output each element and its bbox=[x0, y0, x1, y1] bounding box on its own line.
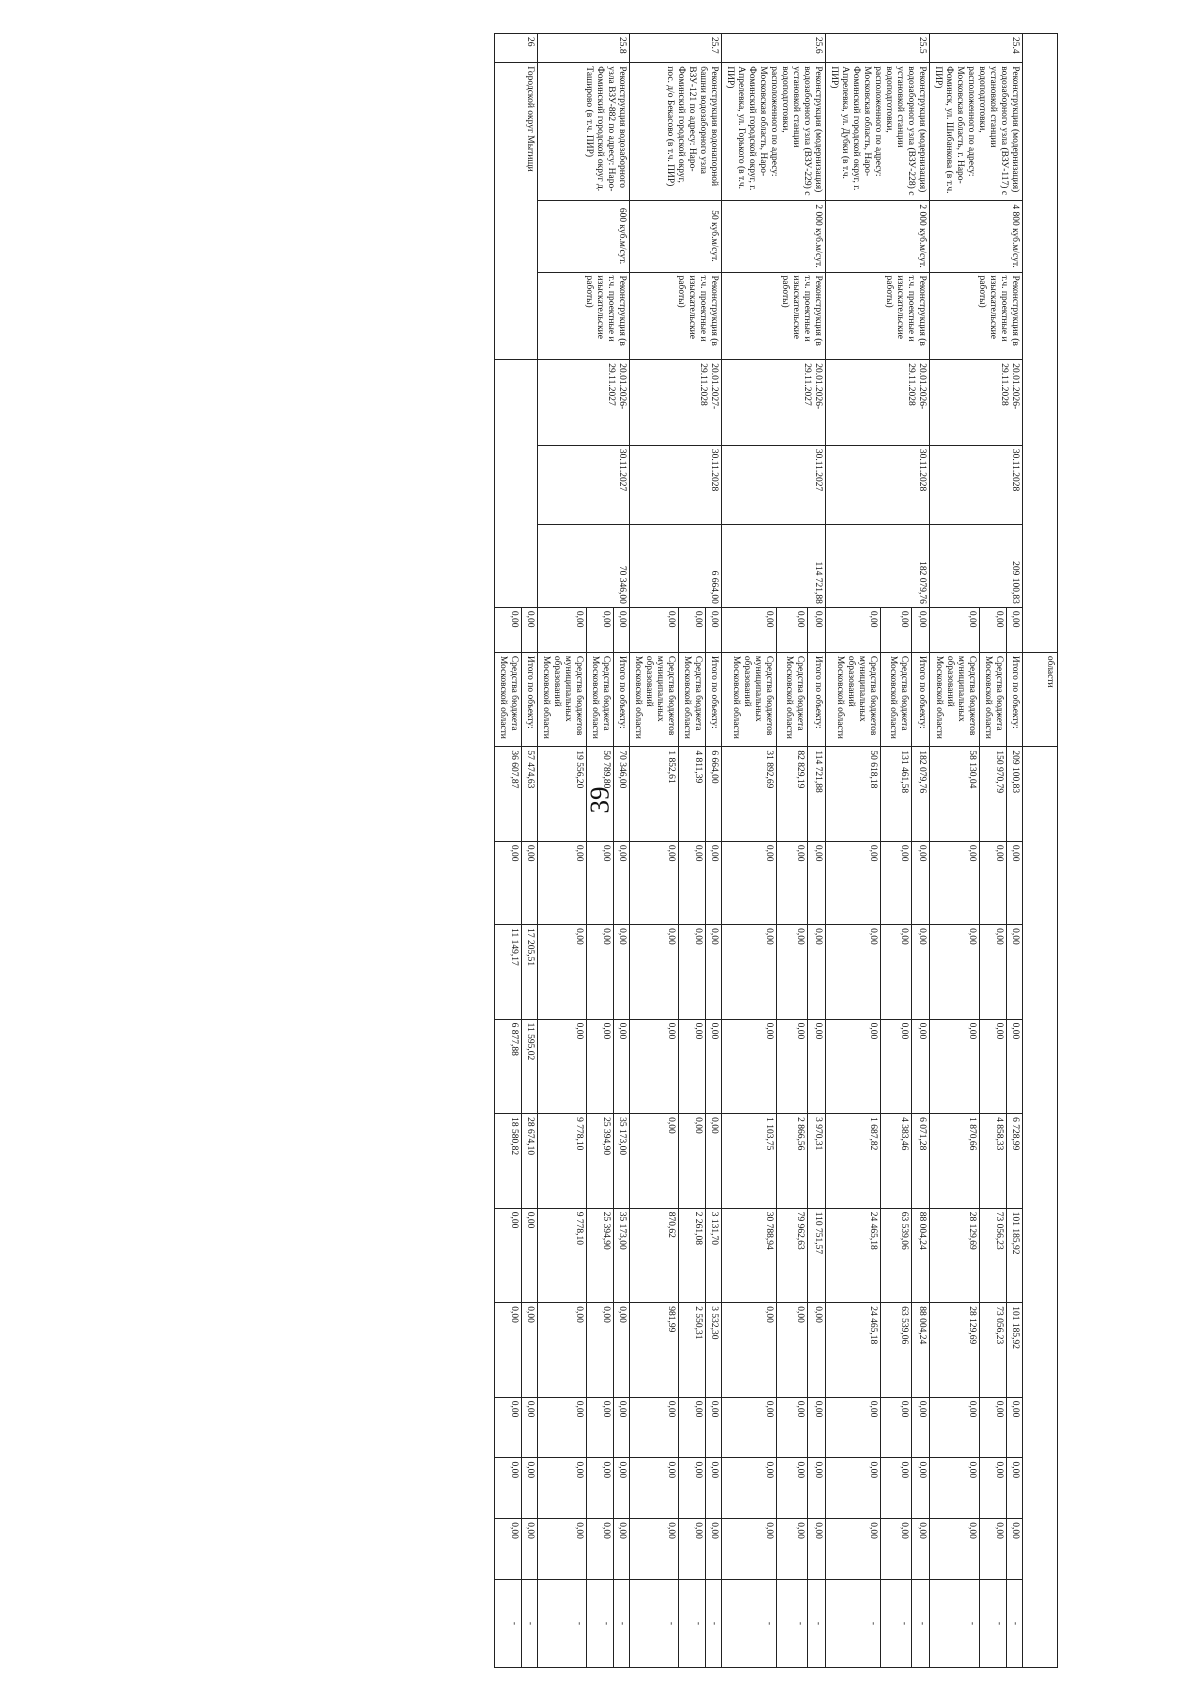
funding-value-rest: 101 185,92 bbox=[1006, 1303, 1022, 1398]
funding-value-a: 0,00 bbox=[538, 1397, 587, 1458]
funding-value-c: 0,00 bbox=[706, 1519, 722, 1580]
funding-value-y4: 1 103,75 bbox=[722, 1114, 777, 1209]
funding-value-y3: 0,00 bbox=[807, 1019, 825, 1114]
funding-value-a: 0,00 bbox=[614, 1397, 630, 1458]
funding-value-total: 182 079,76 bbox=[911, 747, 929, 842]
funding-value-y3: 0,00 bbox=[706, 1019, 722, 1114]
funding-value-b: 0,00 bbox=[614, 1458, 630, 1519]
funding-value-total: 131 461,58 bbox=[881, 747, 912, 842]
object-name: Реконструкция водонапорной башни водозаборного узла ВЗУ-121 по адресу: Наро-Фоминский городской округ, пос. д/о Бекасово (в т.ч. ПИР) bbox=[630, 63, 722, 200]
funding-dash: - bbox=[538, 1579, 587, 1667]
prior-funding: 0,00 bbox=[679, 607, 706, 652]
funding-value-y1: 0,00 bbox=[587, 841, 614, 924]
funding-value-y2: 0,00 bbox=[587, 925, 614, 1020]
funding-value-y4: 25 394,90 bbox=[587, 1114, 614, 1209]
funding-value-b: 0,00 bbox=[930, 1458, 980, 1519]
funding-value-y2: 17 205,51 bbox=[522, 925, 538, 1020]
object-cost: 209 100,83 bbox=[930, 524, 1023, 607]
prior-funding: 0,00 bbox=[1006, 607, 1022, 652]
prior-funding: 0,00 bbox=[630, 607, 679, 652]
funding-dash: - bbox=[807, 1579, 825, 1667]
funding-value-y1: 0,00 bbox=[807, 841, 825, 924]
prior-funding: 0,00 bbox=[722, 607, 777, 652]
row-number: 26 bbox=[495, 34, 538, 63]
funding-value-b: 0,00 bbox=[911, 1458, 929, 1519]
funding-source: Средства бюджетов муниципальных образований Московской области bbox=[826, 652, 881, 747]
work-period: 20.01.2026-29.11.2027 bbox=[538, 360, 630, 446]
funding-value-y2: 0,00 bbox=[826, 925, 881, 1020]
funding-value-y3: 0,00 bbox=[979, 1019, 1006, 1114]
funding-value-a: 0,00 bbox=[679, 1397, 706, 1458]
funding-value-total: 4 811,39 bbox=[679, 747, 706, 842]
funding-dash: - bbox=[587, 1579, 614, 1667]
object-name: Реконструкция водозаборного узла ВЗУ-882 по адресу: Наро-Фоминский городской округ д. Ташировo (в т.ч. ПИР) bbox=[538, 63, 630, 200]
funding-dash: - bbox=[979, 1579, 1006, 1667]
funding-value-b: 0,00 bbox=[679, 1458, 706, 1519]
funding-value-y4: 35 173,00 bbox=[614, 1114, 630, 1209]
table-row bbox=[522, 34, 538, 1668]
object-name: Реконструкция (модернизация) водозаборного узла (ВЗУ-117) с установкой станции водоподготовки, расположенного по адресу: Московская область, г. Наро-Фоминск, ул. Шибанкова (в т.ч. ПИР) bbox=[930, 63, 1023, 200]
funding-value-y5: 3 131,70 bbox=[706, 1208, 722, 1303]
funding-value-c: 0,00 bbox=[538, 1519, 587, 1580]
funding-value-c: 0,00 bbox=[679, 1519, 706, 1580]
funding-source: Итого по объекту: bbox=[807, 652, 825, 747]
funding-value-c: 0,00 bbox=[495, 1519, 522, 1580]
funding-value-total: 57 474,63 bbox=[522, 747, 538, 842]
funding-dash: - bbox=[706, 1579, 722, 1667]
funding-value-y1: 0,00 bbox=[522, 841, 538, 924]
funding-source: Средства бюджетов муниципальных образований Московской области bbox=[630, 652, 679, 747]
funding-value-total: 209 100,83 bbox=[1006, 747, 1022, 842]
funding-value-y1: 0,00 bbox=[679, 841, 706, 924]
prior-funding: 0,00 bbox=[777, 607, 808, 652]
funding-value-a: 0,00 bbox=[930, 1397, 980, 1458]
funding-value-b: 0,00 bbox=[706, 1458, 722, 1519]
funding-value-y3: 0,00 bbox=[930, 1019, 980, 1114]
prior-funding: 0,00 bbox=[614, 607, 630, 652]
end-date: 30.11.2028 bbox=[630, 445, 722, 524]
table-header-row bbox=[1023, 34, 1058, 1668]
funding-value-c: 0,00 bbox=[1006, 1519, 1022, 1580]
funding-value-rest: 0,00 bbox=[722, 1303, 777, 1398]
object-cost: 70 346,00 bbox=[538, 524, 630, 607]
object-cost: 6 664,00 bbox=[630, 524, 722, 607]
funding-value-rest: 73 056,23 bbox=[979, 1303, 1006, 1398]
funding-value-y1: 0,00 bbox=[1006, 841, 1022, 924]
funding-value-y3: 0,00 bbox=[881, 1019, 912, 1114]
funding-value-y2: 0,00 bbox=[706, 925, 722, 1020]
funding-value-rest: 28 129,69 bbox=[930, 1303, 980, 1398]
funding-value-c: 0,00 bbox=[777, 1519, 808, 1580]
funding-value-total: 6 664,00 bbox=[706, 747, 722, 842]
funding-value-rest: 63 539,06 bbox=[881, 1303, 912, 1398]
funding-value-a: 0,00 bbox=[777, 1397, 808, 1458]
funding-value-total: 1 852,61 bbox=[630, 747, 679, 842]
funding-value-total: 31 892,69 bbox=[722, 747, 777, 842]
funding-value-b: 0,00 bbox=[495, 1458, 522, 1519]
funding-value-rest: 0,00 bbox=[614, 1303, 630, 1398]
funding-value-y3: 11 595,02 bbox=[522, 1019, 538, 1114]
prior-funding: 0,00 bbox=[979, 607, 1006, 652]
funding-value-total: 36 607,87 bbox=[495, 747, 522, 842]
funding-dash: - bbox=[777, 1579, 808, 1667]
object-capacity: 4 800 куб.м/сут. bbox=[930, 200, 1023, 272]
funding-value-a: 0,00 bbox=[495, 1397, 522, 1458]
work-period: 20.01.2027-29.11.2028 bbox=[630, 360, 722, 446]
funding-source: Средства бюджета Московской области bbox=[679, 652, 706, 747]
funding-value-b: 0,00 bbox=[881, 1458, 912, 1519]
table-wrapper bbox=[494, 33, 1058, 1668]
prior-funding: 0,00 bbox=[881, 607, 912, 652]
funding-value-c: 0,00 bbox=[722, 1519, 777, 1580]
funding-value-y4: 0,00 bbox=[630, 1114, 679, 1209]
funding-table bbox=[494, 33, 1058, 1668]
funding-value-y5: 2 261,08 bbox=[679, 1208, 706, 1303]
end-date: 30.11.2027 bbox=[538, 445, 630, 524]
funding-source: Итого по объекту: bbox=[706, 652, 722, 747]
table-body bbox=[495, 34, 1058, 1668]
funding-value-y5: 79 962,63 bbox=[777, 1208, 808, 1303]
table-row bbox=[614, 34, 630, 1668]
funding-value-b: 0,00 bbox=[1006, 1458, 1022, 1519]
funding-dash: - bbox=[911, 1579, 929, 1667]
funding-value-y3: 6 877,88 bbox=[495, 1019, 522, 1114]
funding-value-total: 150 970,79 bbox=[979, 747, 1006, 842]
work-period: 20.01.2026-29.11.2027 bbox=[722, 360, 826, 446]
funding-value-y1: 0,00 bbox=[826, 841, 881, 924]
funding-value-y5: 24 465,18 bbox=[826, 1208, 881, 1303]
funding-value-y3: 0,00 bbox=[587, 1019, 614, 1114]
funding-value-rest: 0,00 bbox=[587, 1303, 614, 1398]
object-capacity: 2 000 куб.м/сут. bbox=[826, 200, 930, 272]
header-tail-cell: области bbox=[1023, 652, 1058, 747]
funding-value-total: 82 829,19 bbox=[777, 747, 808, 842]
prior-funding: 0,00 bbox=[495, 607, 522, 652]
funding-source: Итого по объекту: bbox=[1006, 652, 1022, 747]
funding-value-b: 0,00 bbox=[538, 1458, 587, 1519]
funding-value-y2: 0,00 bbox=[777, 925, 808, 1020]
table-row bbox=[911, 34, 929, 1668]
funding-dash: - bbox=[1006, 1579, 1022, 1667]
end-date: 30.11.2027 bbox=[722, 445, 826, 524]
work-type: Реконструкция (в т.ч. проектные и изыскательские работы) bbox=[930, 272, 1023, 360]
funding-source: Средства бюджетов муниципальных образований Московской области bbox=[722, 652, 777, 747]
header-empty-cell bbox=[1023, 34, 1058, 653]
work-type: Реконструкция (в т.ч. проектные и изыскательские работы) bbox=[722, 272, 826, 360]
funding-dash: - bbox=[722, 1579, 777, 1667]
funding-value-y1: 0,00 bbox=[881, 841, 912, 924]
funding-value-y5: 870,62 bbox=[630, 1208, 679, 1303]
funding-value-y4: 3 970,31 bbox=[807, 1114, 825, 1209]
funding-value-y1: 0,00 bbox=[630, 841, 679, 924]
funding-value-a: 0,00 bbox=[722, 1397, 777, 1458]
funding-value-y1: 0,00 bbox=[911, 841, 929, 924]
end-date: 30.11.2028 bbox=[826, 445, 930, 524]
funding-value-y5: 110 751,57 bbox=[807, 1208, 825, 1303]
funding-value-c: 0,00 bbox=[614, 1519, 630, 1580]
object-cost: 114 721,88 bbox=[722, 524, 826, 607]
funding-value-y3: 0,00 bbox=[722, 1019, 777, 1114]
funding-source: Итого по объекту: bbox=[614, 652, 630, 747]
funding-value-c: 0,00 bbox=[522, 1519, 538, 1580]
funding-value-y1: 0,00 bbox=[495, 841, 522, 924]
funding-value-y1: 0,00 bbox=[777, 841, 808, 924]
page-number: 39 bbox=[584, 786, 615, 814]
funding-value-a: 0,00 bbox=[587, 1397, 614, 1458]
funding-dash: - bbox=[630, 1579, 679, 1667]
funding-value-y2: 11 149,17 bbox=[495, 925, 522, 1020]
row-number: 25.7 bbox=[630, 34, 722, 63]
prior-funding: 0,00 bbox=[587, 607, 614, 652]
funding-value-c: 0,00 bbox=[979, 1519, 1006, 1580]
object-capacity: 50 куб.м/сут. bbox=[630, 200, 722, 272]
row-number: 25.5 bbox=[826, 34, 930, 63]
prior-funding: 0,00 bbox=[911, 607, 929, 652]
row-number: 25.8 bbox=[538, 34, 630, 63]
funding-value-a: 0,00 bbox=[807, 1397, 825, 1458]
table-row bbox=[807, 34, 825, 1668]
funding-value-rest: 0,00 bbox=[807, 1303, 825, 1398]
funding-value-y2: 0,00 bbox=[881, 925, 912, 1020]
funding-source: Средства бюджетов муниципальных образований Московской области bbox=[930, 652, 980, 747]
work-type: Реконструкция (в т.ч. проектные и изыскательские работы) bbox=[826, 272, 930, 360]
row-number: 25.6 bbox=[722, 34, 826, 63]
funding-value-y4: 1 687,82 bbox=[826, 1114, 881, 1209]
funding-value-y4: 2 866,56 bbox=[777, 1114, 808, 1209]
funding-value-b: 0,00 bbox=[979, 1458, 1006, 1519]
funding-value-a: 0,00 bbox=[706, 1397, 722, 1458]
funding-value-rest: 0,00 bbox=[495, 1303, 522, 1398]
funding-dash: - bbox=[679, 1579, 706, 1667]
prior-funding: 0,00 bbox=[522, 607, 538, 652]
end-date: 30.11.2028 bbox=[930, 445, 1023, 524]
funding-value-y1: 0,00 bbox=[706, 841, 722, 924]
funding-value-rest: 981,99 bbox=[630, 1303, 679, 1398]
funding-value-rest: 2 550,31 bbox=[679, 1303, 706, 1398]
funding-value-y1: 0,00 bbox=[722, 841, 777, 924]
funding-value-y1: 0,00 bbox=[538, 841, 587, 924]
row-district-name: Городской округ Мытищи bbox=[495, 63, 538, 360]
funding-value-y5: 0,00 bbox=[522, 1208, 538, 1303]
funding-dash: - bbox=[826, 1579, 881, 1667]
funding-value-y3: 0,00 bbox=[777, 1019, 808, 1114]
funding-value-y5: 88 004,24 bbox=[911, 1208, 929, 1303]
funding-dash: - bbox=[522, 1579, 538, 1667]
table-row bbox=[1006, 34, 1022, 1668]
funding-value-a: 0,00 bbox=[522, 1397, 538, 1458]
funding-value-y5: 63 539,06 bbox=[881, 1208, 912, 1303]
funding-source: Итого по объекту: bbox=[522, 652, 538, 747]
funding-dash: - bbox=[881, 1579, 912, 1667]
funding-value-y1: 0,00 bbox=[979, 841, 1006, 924]
funding-value-y2: 0,00 bbox=[930, 925, 980, 1020]
funding-value-y4: 18 580,82 bbox=[495, 1114, 522, 1209]
funding-source: Средства бюджета Московской области bbox=[979, 652, 1006, 747]
prior-funding: 0,00 bbox=[826, 607, 881, 652]
prior-funding: 0,00 bbox=[930, 607, 980, 652]
funding-value-y2: 0,00 bbox=[979, 925, 1006, 1020]
funding-value-y2: 0,00 bbox=[807, 925, 825, 1020]
funding-value-b: 0,00 bbox=[630, 1458, 679, 1519]
funding-value-y2: 0,00 bbox=[1006, 925, 1022, 1020]
funding-value-y5: 73 056,23 bbox=[979, 1208, 1006, 1303]
funding-value-y5: 30 788,94 bbox=[722, 1208, 777, 1303]
funding-value-rest: 0,00 bbox=[777, 1303, 808, 1398]
funding-value-y4: 28 674,10 bbox=[522, 1114, 538, 1209]
funding-dash: - bbox=[614, 1579, 630, 1667]
funding-value-y4: 4 858,33 bbox=[979, 1114, 1006, 1209]
funding-value-y4: 4 383,46 bbox=[881, 1114, 912, 1209]
funding-dash: - bbox=[930, 1579, 980, 1667]
funding-value-rest: 24 465,18 bbox=[826, 1303, 881, 1398]
table-row bbox=[706, 34, 722, 1668]
funding-value-y2: 0,00 bbox=[911, 925, 929, 1020]
funding-source: Средства бюджета Московской области bbox=[777, 652, 808, 747]
funding-value-y4: 1 870,66 bbox=[930, 1114, 980, 1209]
funding-source: Средства бюджета Московской области bbox=[587, 652, 614, 747]
funding-value-y5: 35 173,00 bbox=[614, 1208, 630, 1303]
funding-value-y5: 101 185,92 bbox=[1006, 1208, 1022, 1303]
funding-value-c: 0,00 bbox=[587, 1519, 614, 1580]
funding-value-y2: 0,00 bbox=[679, 925, 706, 1020]
funding-value-b: 0,00 bbox=[777, 1458, 808, 1519]
funding-value-y2: 0,00 bbox=[538, 925, 587, 1020]
funding-value-b: 0,00 bbox=[722, 1458, 777, 1519]
funding-value-c: 0,00 bbox=[911, 1519, 929, 1580]
funding-value-rest: 0,00 bbox=[538, 1303, 587, 1398]
prior-funding: 0,00 bbox=[538, 607, 587, 652]
funding-value-y5: 25 394,90 bbox=[587, 1208, 614, 1303]
object-name: Реконструкция (модернизация) водозаборного узла (ВЗУ-228) с установкой станции водоподготовки, расположенного по адресу: Московская область, Наро-Фоминский городской округ, г. Апрелевка, ул. Дубки (в т.ч. ПИР) bbox=[826, 63, 930, 200]
work-type: Реконструкция (в т.ч. проектные и изыскательские работы) bbox=[538, 272, 630, 360]
prior-funding: 0,00 bbox=[706, 607, 722, 652]
funding-value-y4: 0,00 bbox=[679, 1114, 706, 1209]
funding-value-total: 50 789,80 bbox=[587, 747, 614, 842]
funding-value-y2: 0,00 bbox=[614, 925, 630, 1020]
work-period: 20.01.2026-29.11.2028 bbox=[930, 360, 1023, 446]
funding-value-y3: 0,00 bbox=[630, 1019, 679, 1114]
object-cost: 182 079,76 bbox=[826, 524, 930, 607]
header-empty-cell bbox=[1023, 747, 1058, 1668]
funding-value-rest: 0,00 bbox=[522, 1303, 538, 1398]
funding-value-a: 0,00 bbox=[826, 1397, 881, 1458]
funding-source: Итого по объекту: bbox=[911, 652, 929, 747]
funding-value-y1: 0,00 bbox=[614, 841, 630, 924]
funding-value-y4: 0,00 bbox=[706, 1114, 722, 1209]
funding-value-y1: 0,00 bbox=[930, 841, 980, 924]
funding-value-y3: 0,00 bbox=[911, 1019, 929, 1114]
object-capacity: 600 куб.м/сут. bbox=[538, 200, 630, 272]
row-empty-block bbox=[495, 360, 538, 608]
funding-value-a: 0,00 bbox=[911, 1397, 929, 1458]
funding-value-b: 0,00 bbox=[826, 1458, 881, 1519]
funding-value-c: 0,00 bbox=[930, 1519, 980, 1580]
funding-value-a: 0,00 bbox=[979, 1397, 1006, 1458]
funding-value-y4: 9 778,10 bbox=[538, 1114, 587, 1209]
object-capacity: 2 000 куб.м/сут. bbox=[722, 200, 826, 272]
funding-value-y2: 0,00 bbox=[722, 925, 777, 1020]
funding-value-total: 50 618,18 bbox=[826, 747, 881, 842]
funding-value-total: 114 721,88 bbox=[807, 747, 825, 842]
funding-value-y3: 0,00 bbox=[679, 1019, 706, 1114]
funding-value-y3: 0,00 bbox=[538, 1019, 587, 1114]
funding-value-a: 0,00 bbox=[630, 1397, 679, 1458]
work-period: 20.01.2026-29.11.2028 bbox=[826, 360, 930, 446]
funding-value-y3: 0,00 bbox=[1006, 1019, 1022, 1114]
funding-value-rest: 3 532,30 bbox=[706, 1303, 722, 1398]
funding-value-rest: 88 004,24 bbox=[911, 1303, 929, 1398]
funding-value-a: 0,00 bbox=[881, 1397, 912, 1458]
funding-value-c: 0,00 bbox=[630, 1519, 679, 1580]
funding-value-c: 0,00 bbox=[807, 1519, 825, 1580]
object-name: Реконструкция (модернизация) водозаборного узла (ВЗУ-229) с установкой станции водоподготовки, расположенного по адресу: Московская область, Наро-Фоминский городской округ, г. Апрелевка, ул. Горького (в т.ч. ПИР) bbox=[722, 63, 826, 200]
funding-value-total: 58 130,04 bbox=[930, 747, 980, 842]
funding-source: Средства бюджета Московской области bbox=[881, 652, 912, 747]
funding-value-c: 0,00 bbox=[826, 1519, 881, 1580]
funding-value-y2: 0,00 bbox=[630, 925, 679, 1020]
funding-value-total: 19 556,20 bbox=[538, 747, 587, 842]
funding-dash: - bbox=[495, 1579, 522, 1667]
funding-value-b: 0,00 bbox=[587, 1458, 614, 1519]
funding-value-c: 0,00 bbox=[881, 1519, 912, 1580]
work-type: Реконструкция (в т.ч. проектные и изыскательские работы) bbox=[630, 272, 722, 360]
funding-source: Средства бюджетов муниципальных образований Московской области bbox=[538, 652, 587, 747]
funding-value-a: 0,00 bbox=[1006, 1397, 1022, 1458]
funding-value-y5: 9 778,10 bbox=[538, 1208, 587, 1303]
prior-funding: 0,00 bbox=[807, 607, 825, 652]
funding-value-b: 0,00 bbox=[522, 1458, 538, 1519]
funding-value-b: 0,00 bbox=[807, 1458, 825, 1519]
row-number: 25.4 bbox=[930, 34, 1023, 63]
funding-source: Средства бюджета Московской области bbox=[495, 652, 522, 747]
funding-value-total: 70 346,00 bbox=[614, 747, 630, 842]
funding-value-y4: 6 728,99 bbox=[1006, 1114, 1022, 1209]
funding-value-y4: 6 071,28 bbox=[911, 1114, 929, 1209]
funding-value-y3: 0,00 bbox=[614, 1019, 630, 1114]
funding-value-y5: 0,00 bbox=[495, 1208, 522, 1303]
funding-value-y5: 28 129,69 bbox=[930, 1208, 980, 1303]
funding-value-y3: 0,00 bbox=[826, 1019, 881, 1114]
